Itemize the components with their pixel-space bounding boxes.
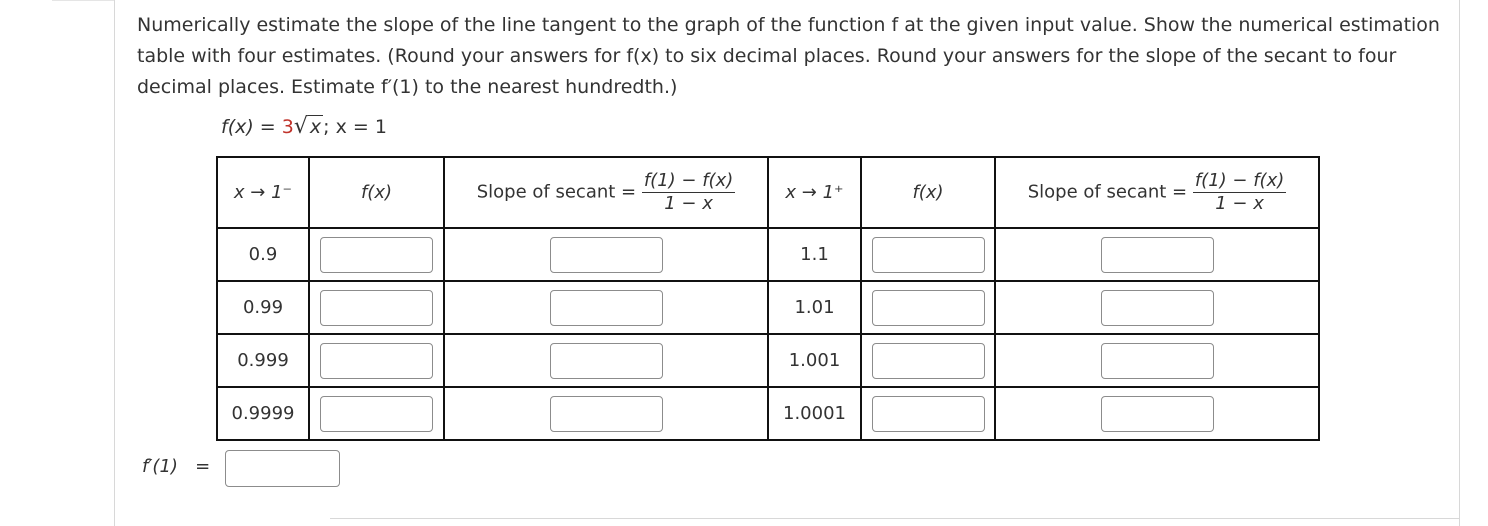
- right-fx-cell: [861, 387, 995, 440]
- derivative-label: f′(1): [142, 456, 178, 477]
- function-definition: [221, 114, 387, 140]
- square-root: [294, 114, 323, 140]
- function-suffix: ; x = 1: [323, 116, 387, 138]
- left-x-value: 0.9: [217, 228, 309, 281]
- left-slope-cell: [444, 334, 768, 387]
- right-slope-input[interactable]: [1101, 237, 1214, 273]
- table-row: [217, 281, 1319, 334]
- left-fx-header: f(x): [309, 157, 444, 228]
- left-slope-header: Slope of secant = $\frac{f(1) - f(x)}{1 - x}$: [444, 157, 768, 228]
- top-rule: [52, 0, 114, 1]
- right-x-value: 1.001: [768, 334, 861, 387]
- right-slope-input[interactable]: [1101, 343, 1214, 379]
- question-text: Numerically estimate the slope of the line tangent to the graph of the function f at the given input value. Show the numerical estimation table with four estimates. (Round your answers for f(x) to six decimal places. Round your answers for the slope of the secant to four decimal places. Estimate f′(1) to the nearest hundredth.): [137, 14, 1440, 98]
- right-slope-cell: [995, 334, 1319, 387]
- derivative-answer-input[interactable]: [225, 450, 340, 487]
- right-fx-cell: [861, 281, 995, 334]
- table-row: [217, 334, 1319, 387]
- radicand: x: [309, 116, 322, 138]
- left-fx-input[interactable]: [320, 396, 433, 432]
- left-x-header: x → 1⁻: [217, 157, 309, 228]
- right-fx-header: f(x): [861, 157, 995, 228]
- function-coefficient: 3: [281, 116, 294, 138]
- right-fx-input[interactable]: [872, 290, 985, 326]
- table-row: [217, 228, 1319, 281]
- left-slope-input[interactable]: [550, 290, 663, 326]
- radical-sign-icon: √: [293, 114, 308, 139]
- right-x-value: 1.01: [768, 281, 861, 334]
- bottom-rule: [330, 518, 1460, 519]
- left-fx-cell: [309, 228, 444, 281]
- left-slope-cell: [444, 228, 768, 281]
- right-slope-input[interactable]: [1101, 396, 1214, 432]
- right-fx-cell: [861, 334, 995, 387]
- left-x-value: 0.99: [217, 281, 309, 334]
- right-fx-input[interactable]: [872, 396, 985, 432]
- derivative-equals: =: [195, 456, 211, 477]
- table-header-row: [217, 157, 1319, 228]
- right-x-header: x → 1⁺: [768, 157, 861, 228]
- right-slope-header: Slope of secant = $\frac{f(1) - f(x)}{1 - x}$: [995, 157, 1319, 228]
- right-fx-input[interactable]: [872, 237, 985, 273]
- table-row: [217, 387, 1319, 440]
- right-slope-cell: [995, 281, 1319, 334]
- left-slope-cell: [444, 281, 768, 334]
- right-x-value: 1.1: [768, 228, 861, 281]
- right-fx-input[interactable]: [872, 343, 985, 379]
- estimation-table: [216, 156, 1320, 441]
- left-x-value: 0.999: [217, 334, 309, 387]
- slope-fraction: $\frac{f(1) - f(x)}{1 - x}$: [643, 170, 734, 214]
- left-slope-input[interactable]: [550, 396, 663, 432]
- left-slope-input[interactable]: [550, 237, 663, 273]
- left-slope-input[interactable]: [550, 343, 663, 379]
- right-slope-cell: [995, 228, 1319, 281]
- right-slope-cell: [995, 387, 1319, 440]
- derivative-answer-label: [142, 456, 210, 477]
- left-x-value: 0.9999: [217, 387, 309, 440]
- left-fx-input[interactable]: [320, 290, 433, 326]
- left-fx-input[interactable]: [320, 343, 433, 379]
- right-slope-input[interactable]: [1101, 290, 1214, 326]
- function-prefix: f(x) =: [221, 116, 282, 138]
- right-fx-cell: [861, 228, 995, 281]
- left-slope-cell: [444, 387, 768, 440]
- slope-fraction: $\frac{f(1) - f(x)}{1 - x}$: [1194, 170, 1285, 214]
- left-fx-cell: [309, 281, 444, 334]
- right-x-value: 1.0001: [768, 387, 861, 440]
- left-fx-cell: [309, 334, 444, 387]
- left-fx-cell: [309, 387, 444, 440]
- left-fx-input[interactable]: [320, 237, 433, 273]
